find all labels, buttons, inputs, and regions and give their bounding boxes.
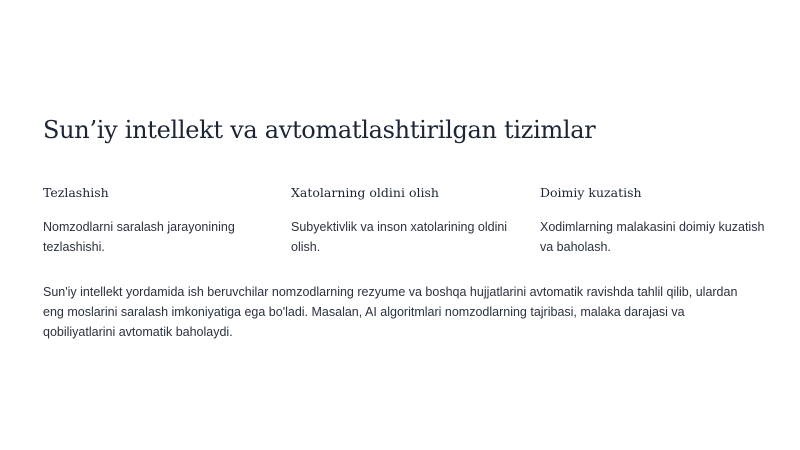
feature-text: Subyektivlik va inson xatolarining oldini olish.: [291, 220, 508, 254]
page-title: Sun’iy intellekt va avtomatlashtirilgan tizimlar: [43, 116, 596, 144]
feature-text: Xodimlarning malakasini doimiy kuzatish va baholash.: [540, 220, 765, 254]
feature-text: Nomzodlarni saralash jarayonining tezlashishi.: [43, 220, 235, 254]
body-paragraph: Sun'iy intellekt yordamida ish beruvchilar nomzodlarning rezyume va boshqa hujjatlarini avtomatik ravishda tahlil qilib, ulardan eng moslarini saralash imkoniyatiga ega bo'ladi. Masalan, AI algoritmlari nomzodlarning tajribasi, malaka darajasi va qobiliyatlarini avtomatik baholaydi.: [43, 285, 738, 339]
feature-heading: Tezlashish: [43, 185, 109, 200]
feature-column-error-prevention: [291, 184, 516, 257]
feature-heading: Doimiy kuzatish: [540, 185, 642, 200]
feature-column-speed: [43, 184, 268, 257]
feature-column-monitoring: [540, 184, 765, 257]
feature-heading: Xatolarning oldini olish: [291, 185, 439, 200]
